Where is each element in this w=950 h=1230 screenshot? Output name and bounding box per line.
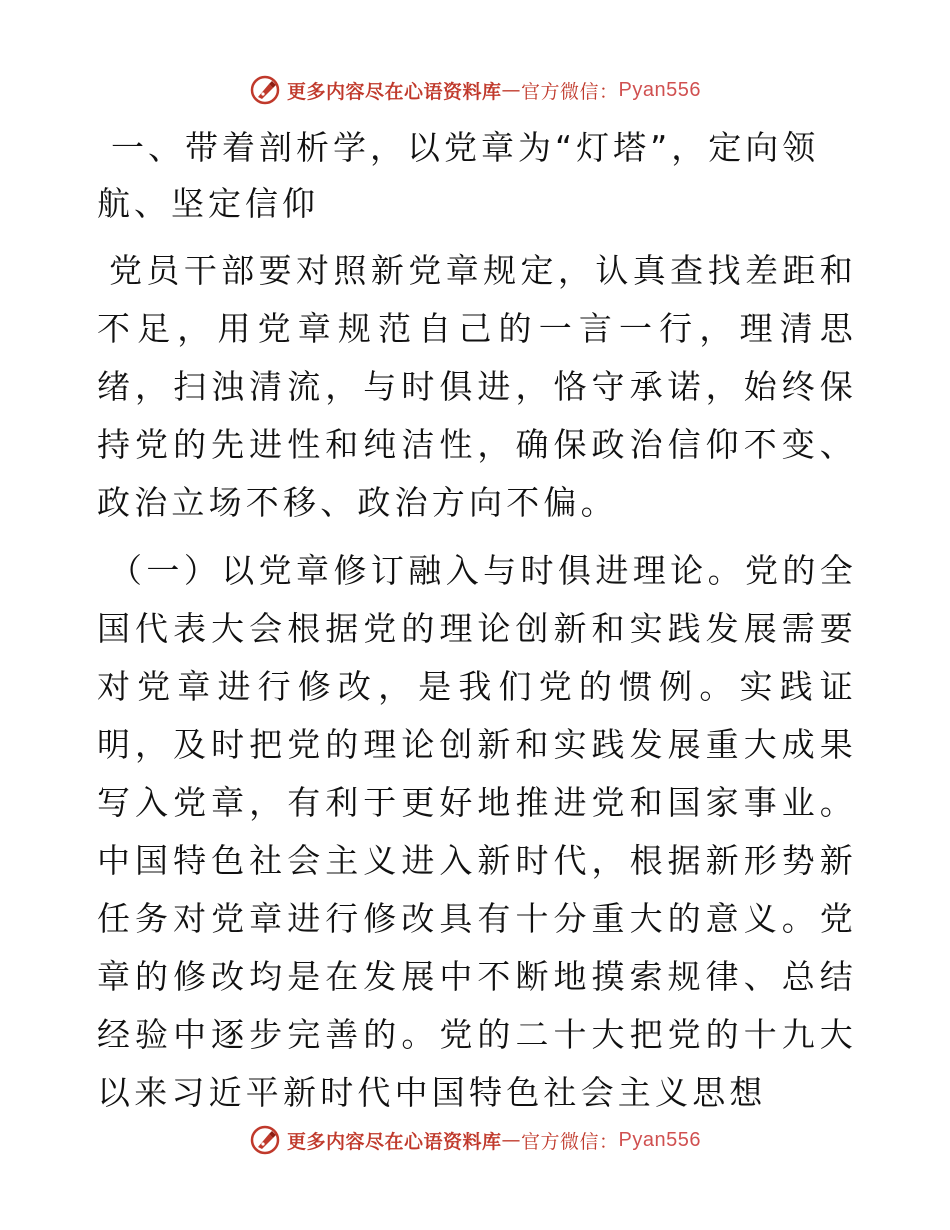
document-body bbox=[97, 120, 857, 1122]
watermark-official-label: 官方微信： bbox=[521, 80, 619, 103]
watermark-dash: — bbox=[501, 1129, 522, 1151]
pen-nib-logo-icon bbox=[249, 1124, 281, 1156]
paragraph-2: （一）以党章修订融入与时俱进理论。党的全国代表大会根据党的理论创新和实践发展需要对党章进行修改，是我们党的惯例。实践证明，及时把党的理论创新和实践发展重大成果写入党章，有利于更好地推进党和国家事业。中国特色社会主义进入新时代，根据新形势新任务对党章进行修改具有十分重大的意义。党章的修改均是在发展中不断地摸索规律、总结经验中逐步完善的。党的二十大把党的十九大以来习近平新时代中国特色社会主义思想 bbox=[97, 551, 857, 1112]
section-heading-line-1: 一、带着剖析学，以党章为“灯塔”，定向领 bbox=[111, 128, 820, 167]
watermark-dash: — bbox=[501, 79, 522, 101]
footer-watermark-banner bbox=[0, 1120, 950, 1160]
watermark-brand-text: 更多内容尽在心语资料库 bbox=[287, 1130, 502, 1153]
watermark-brand-text: 更多内容尽在心语资料库 bbox=[287, 80, 502, 103]
section-heading-line-2: 航、坚定信仰 bbox=[97, 184, 319, 223]
pen-nib-logo-icon bbox=[249, 74, 281, 106]
section-heading bbox=[97, 120, 857, 232]
header-watermark-banner bbox=[0, 70, 950, 110]
watermark-wechat-id: Pyan556 bbox=[618, 1128, 701, 1151]
paragraph-1: 党员干部要对照新党章规定，认真查找差距和不足，用党章规范自己的一言一行，理清思绪，扫浊清流，与时俱进，恪守承诺，始终保持党的先进性和纯洁性，确保政治信仰不变、政治立场不移、政治方向不偏。 bbox=[97, 251, 857, 522]
watermark-wechat-id: Pyan556 bbox=[618, 78, 701, 101]
watermark-official-label: 官方微信： bbox=[521, 1130, 619, 1153]
